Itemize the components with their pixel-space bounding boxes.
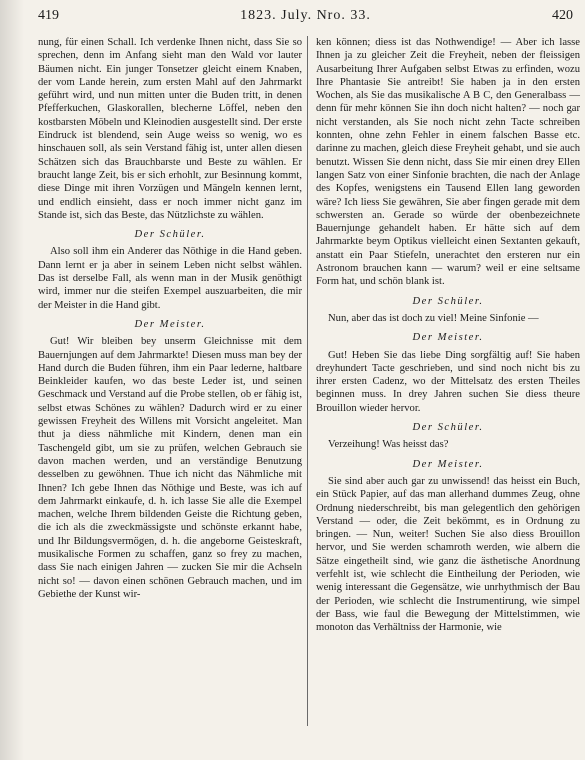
paragraph: Sie sind aber auch gar zu unwissend! das heisst ein Buch, ein Stück Papier, auf das man allerhand dummes Zeug, ohne Ordnung niederschreibt, bis man gelegentlich den gehörigen Verstand — oder, die Zeit bekömmt, es in Ordnung zu bringen. — Nun, weiter! Suchen Sie also diess Brouillon hervor, und Sie werden schamroth werden, wie albern die Sätze eingetheilt sind, wie ganz die ästhetische Anordnung verfehlt ist, wie schlecht die Eintheilung der Perioden, wie wenig interessant die Gegensätze, wie unrhythmisch der Bau der Perioden, wie schlecht die Instrumentirung, wie simpel der Bass, wie faul die Bewegung der Mittelstimmen, wie monoton das Verhältniss der Harmonie, wie (316, 475, 580, 634)
paragraph: ken können; diess ist das Nothwendige! — Aber ich lasse Ihnen ja zu gleicher Zeit die Freyheit, neben der fleissigen Ausarbeitung Ihrer Aufgaben selbst Etwas zu erfinden, wozu Ihre Phantasie Sie antreibt! Sie haben ja in den ersten Wochen, als Sie das musikalische A B C, den Generalbass — denn für mehr können Sie ihn doch nicht halten? — noch gar nicht verstanden, als Sie noch nicht zehn Tacte schreiben konnten, ohne zehn Fehler in einem falschen Basse etc. darinne zu machen, gleich diese Freyheit gehabt, und sie auch benutzt. Wissen Sie denn nicht, dass Sie mir einen drey Ellen langen Satz von einer Sinfonie brachten, die nach der Anlage des Kopfes, wenigstens ein Tausend Ellen lang geworden wäre? Ich liess Sie gewähren, Sie aber fingen gerade mit dem schwersten an. Gerade so würde der obenbezeichnete Bauernjunge gehandelt haben. Er hätte sich auf dem Jahrmarkte beym Optikus vielleicht einen Sextanten gekauft, anstatt ein Paar Stiefeln, unerachtet den ersteren nur ein Astronom brauchen kann — warum? weil er eine seltsame Form hat, und schön blank ist. (316, 37, 580, 288)
paragraph: Gut! Wir bleiben bey unserm Gleichnisse mit dem Bauernjungen auf dem Jahrmarkte! Diesen muss man bey der Hand durch die Buden führen, ihm ein Paar lederne, haltbare Beinkleider kaufen, wo das beste Leder ist, und seinen Geschmack und Verstand auf die Probe stellen, ob er fähig ist, selbst etwas Schönes zu wählen? Dadurch wird er zu einer gewissen Freyheit des Willens mit Vorsicht angeleitet. Man thut ja diess nähmliche mit Kindern, denen man ein Taschengeld gibt, um sie zu prüfen, welchen Gebrauch sie davon machen werden, und an verständige Benutzung desselben zu gewöhnen. Thue ich nicht das Nähmliche mit Ihnen? Ich gebe Ihnen das Nöthige und Beste, was ich auf dem Jahrmarkt einkaufe, d. h. ich lasse Sie alle die Exempel machen, welche Ihrem bildenden Geiste die Richtung geben, die ich als die zweckmässigste und schönste erkannt habe, und Ihr Bildungsvermögen, d. h. die angeborne Geisteskraft, musikalische Formen zu schaffen, ganz so frey zu machen, dass Sie nach einigen Jahren — zucken Sie mir die Achseln nicht so! — davon einen schönen Gebrauch machen, und im Gebiethe der Kunst wir- (38, 336, 302, 600)
paragraph: Verzeihung! Was heisst das? (328, 439, 449, 451)
binding-shadow (0, 0, 24, 760)
speaker-label: Der Meister. (412, 458, 484, 470)
speaker-label: Der Meister. (412, 332, 484, 344)
speaker-label: Der Schüler. (412, 295, 484, 307)
page-number-left: 419 (38, 8, 59, 23)
paragraph: Gut! Heben Sie das liebe Ding sorgfältig auf! Sie haben dreyhundert Tacte geschrieben, und sind noch nicht bis zu ihrer ersten Cadenz, wo der Mittelsatz des ersten Theiles beginnen muss. In drey Jahren suchen Sie diess theure Brouillon wieder hervor. (316, 349, 580, 414)
paragraph: nung, für einen Schall. Ich verdenke Ihnen nicht, dass Sie so sprechen, denn im Anfang sieht man den Wald vor lauter Bäumen nicht. Ein junger Tonsetzer gleicht einem Knaben, der vom Lande herein, zum ersten Mahl auf den Jahrmarkt geführt wird, und nun mitten unter die Buden tritt, in denen Pfefferkuchen, Glaskorallen, blecherne Löffel, neben den kostbarsten Möbeln und Kleinodien ausgestellt sind. Der erste Eindruck ist blendend, sein Auge weiss so wenig, wo es hinschauen soll, als sein Verstand fähig ist, unter allen diesen Schätzen sich das Brauchbarste und Beste zu wählen. Er braucht lange Zeit, bis er sich erhohlt, zur Besinnung kommt, diese Dinge mit ihren Vorzügen und Mängeln kennen lernt, und endlich einsieht, dass er noch immer nicht ganz im Stande ist, sich das Beste, das Nützlichste zu wählen. (38, 37, 302, 221)
column-divider (307, 36, 308, 726)
speaker-label: Der Schüler. (134, 229, 206, 241)
left-column (38, 36, 302, 601)
right-column (316, 36, 580, 634)
running-title: 1823. July. Nro. 33. (240, 8, 371, 23)
speaker-label: Der Meister. (134, 318, 206, 330)
page-header (38, 8, 573, 28)
paragraph: Nun, aber das ist doch zu viel! Meine Sinfonie — (328, 312, 539, 324)
page-number-right: 420 (552, 8, 573, 23)
speaker-label: Der Schüler. (412, 422, 484, 434)
paragraph: Also soll ihm ein Anderer das Nöthige in die Hand geben. Dann lernt er ja aber in seinem Leben nicht selbst wählen. Das ist derselbe Fall, als wenn man in der Musik genöthigt wird, immer nur die steifen Exempel auszuarbeiten, die mir der Meister in die Hand gibt. (38, 246, 302, 311)
